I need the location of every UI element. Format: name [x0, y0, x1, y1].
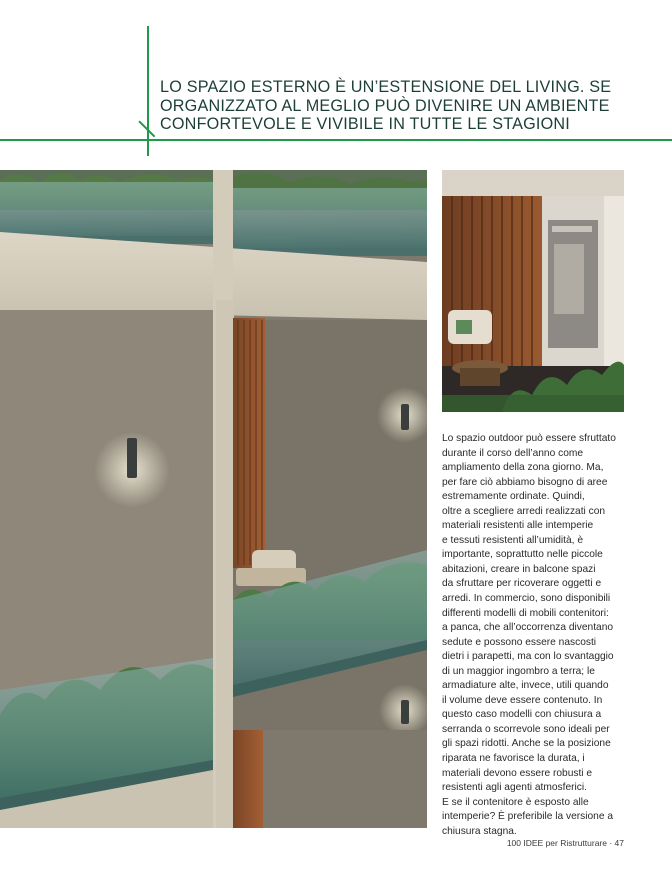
article-body: Lo spazio outdoor può essere sfruttato durante il corso dell’anno come ampliamento della zona giorno. Ma, per fare ciò abbiamo bisogno di aree estremamente ordinate. Quindi, oltre a scegliere arredi realizzati con materiali resistenti alle intemperie e tessuti resistenti all’umidità, è importante, soprattutto nelle piccole abitazioni, creare in balcone spazi da sfruttare per ricoverare oggetti e arredi. In commercio, sono disponibili differenti modelli di mobili contenitori: a panca, che all’occorrenza diventano sedute e possono essere nascosti dietri i parapetti, ma con lo svantaggio di un maggior ingombro a terra; le armadiature alte, invece, utili quando il volume deve essere contenuto. In questo caso modelli con chiusura a serranda o scorrevole sono ideali per gli spazi ridotti. Anche se la posizione riparata ne favorisce la durata, i materiali devono essere robusti e resistenti agli agenti atmosferici. E se il contenitore è esposto alle intemperie? È preferibile la versione a chiusura stagna. [442, 433, 616, 837]
accent-vertical-rule [147, 26, 149, 156]
balcony-storage-cabinet-photo [442, 170, 624, 412]
page-footer: 100 IDEE per Ristrutturare · 47 [506, 838, 624, 848]
page-headline: LO SPAZIO ESTERNO È UN’ESTENSIONE DEL LIVING. SE ORGANIZZATO AL MEGLIO PUÒ DIVENIRE UN AMBIENTE CONFORTEVOLE E VIVIBILE IN TUTTE LE STAGIONI [160, 78, 612, 134]
accent-horizontal-rule [0, 139, 672, 141]
building-balconies-illustration [0, 170, 427, 828]
